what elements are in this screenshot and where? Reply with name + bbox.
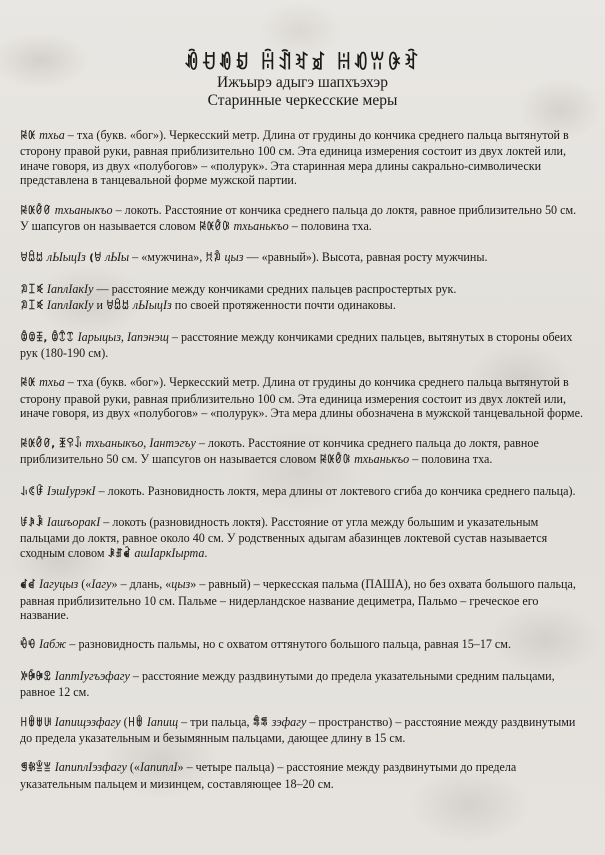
entry-text: – тха (букв. «бог»). Черкесский метр. Длина от грудины до кончика среднего пальца вытянутой в сторону правой руки, равная приблизительно 100 см. Эта единица измерения состоит из двух локтей или, иначе говоря, из двух «полубогов» – «полурук». Эта старинная мера длины сакрально-символически представлена в танцевальной форме мужской партии. — [20, 128, 569, 188]
title-adyghe: Ижъырэ адыгэ шапхъэхэр — [217, 74, 388, 91]
entry-text: – «мужчина», — [129, 250, 206, 265]
term-transliteration: IашъоракI — [46, 514, 101, 529]
entry-text: и — [93, 298, 106, 313]
term-transliteration: Iарыцыз, Iапэнэщ — [77, 329, 169, 344]
adyghe-script-term: ꀿꁀꁁꁂ — [20, 717, 55, 729]
title-adyghe-script: ꀐꀀꀑꀂ ꀌꀉꀔꀃ ꀍꀒꀕꀖꀓ — [184, 52, 421, 74]
entry-text: ( — [120, 714, 128, 729]
term-transliteration: IаплIакIу — [46, 298, 94, 313]
measure-entry — [20, 577, 586, 622]
entry-text: . — [204, 545, 208, 560]
measure-entry — [20, 436, 586, 469]
term-transliteration: зэфагу — [271, 714, 307, 729]
term-transliteration: Iапищ — [146, 714, 179, 729]
adyghe-script-term: ꀙꀚꀛꀝ — [319, 455, 355, 467]
term-transliteration: IэшIурэкI — [46, 483, 96, 498]
measure-entry — [20, 250, 586, 266]
page-header — [0, 52, 605, 110]
adyghe-script-term: ꀴꀵꀶ — [107, 548, 135, 560]
entry-text: – локоть (разновидность локтя). Расстояние от угла между большим и указательным пальцами до локтя, равное около 40 см. У родственных адыгам абазинцев локтевой сустав называется сходным словом — [20, 514, 548, 560]
entry-text: (« — [126, 760, 140, 775]
term-transliteration: лЫыцIз — [46, 250, 86, 265]
entry-text: – тха (букв. «бог»). Черкесский метр. Длина от грудины до кончика среднего пальца вытянутой в сторону правой руки, равная приблизительно 100 см. Эта единица измерения состоит из двух локтей или, иначе говоря, из двух «полубогов» – «полурук». Эта мера длины обозначена в мужской танцевальной форме. — [20, 375, 583, 421]
adyghe-script-term: ꀙꀚꀛꀜ, ꀫꀬꀭ — [20, 438, 86, 450]
adyghe-script-term: ꀿꁀ — [127, 717, 147, 729]
measure-entry — [20, 484, 586, 500]
adyghe-script-term: ꀷꀸ — [20, 580, 40, 592]
term-transliteration: ашIаркIырта — [134, 545, 205, 560]
term-transliteration: IапиплI — [139, 760, 178, 775]
entry-text: » – четыре пальца) – расстояние между раздвинутыми до предела указательным пальцем и мизинцем, составляющее 18–20 см. — [20, 760, 517, 791]
entry-text: » – длань, « — [111, 577, 172, 592]
measure-entry — [20, 298, 586, 314]
adyghe-script-term: ꀞꀟꀠ — [20, 253, 47, 265]
entries-list — [20, 128, 586, 806]
adyghe-script-term: ꀞꀟꀠ — [105, 301, 133, 313]
adyghe-script-term: ꀦꀧꀨ, ꀦꀩꀪ — [20, 332, 78, 344]
entry-text: — расстояние между кончиками средних пальцев распростертых рук. — [93, 281, 457, 296]
term-transliteration: IаптIугъэфагу — [54, 668, 130, 683]
adyghe-script-term: ꀻꀼꀽꀾ — [20, 671, 55, 683]
adyghe-script-term: ꀹꀺ — [20, 640, 40, 652]
adyghe-script-term: (ꀞ — [85, 253, 106, 265]
title-russian: Старинные черкесские меры — [207, 92, 398, 109]
measure-entry — [20, 375, 586, 420]
measure-entry — [20, 203, 586, 236]
entry-text: (« — [78, 577, 92, 592]
adyghe-script-term: ꀙꀚꀛꀝ — [198, 222, 234, 234]
adyghe-script-term: ꀙꀚ — [20, 131, 40, 142]
entry-text: – три пальца, — [178, 714, 253, 729]
entry-text: – локоть. Расстояние от кончика среднего пальца до локтя, равное приблизительно 50 см. У шапсугов он называется словом — [20, 202, 577, 234]
adyghe-script-term: ꁅꁆꁇꁈ — [20, 763, 55, 775]
term-transliteration: тхьа — [39, 375, 65, 390]
term-transliteration: тхьаныкъо — [54, 202, 113, 217]
term-transliteration: IаплIакIу — [46, 281, 94, 296]
term-transliteration: IапиплIэзфагу — [54, 760, 127, 775]
term-transliteration: цыз — [171, 577, 191, 592]
measure-entry — [20, 669, 586, 700]
term-transliteration: Iапищэзфагу — [54, 714, 121, 729]
adyghe-script-term: ꀙꀚ — [20, 378, 40, 390]
adyghe-script-term: ꀱꀲꀳ — [20, 517, 47, 529]
term-transliteration: тхьаныкъо, Iантэгъу — [85, 435, 196, 450]
entry-text: – половина тха. — [288, 219, 372, 234]
term-transliteration: цыз — [224, 250, 244, 265]
term-transliteration: Iабж — [39, 637, 67, 652]
measure-entry — [20, 515, 586, 562]
entry-text: по своей протяженности почти одинаковы. — [171, 298, 396, 313]
term-transliteration: Iагуцыз — [39, 577, 79, 592]
measure-entry — [20, 330, 586, 361]
term-transliteration: тхьанькъо — [233, 219, 289, 234]
entry-text: » – равный) – черкесская пальма (ПАШA), но без охвата большого пальца, равная приблизительно 10 см. Пальме – нидерландское название дециметра, Пальмо – греческое его название. — [20, 577, 576, 622]
measure-entry — [20, 760, 586, 791]
term-transliteration: тхьанькъо — [354, 452, 410, 467]
entry-text: – пространство) – расстояние между раздвинутыми до предела указательным и безымянным пальцами, дающее длину в 15 см. — [20, 714, 576, 745]
entry-text: – разновидность пальмы, но с охватом оттянутого большого пальца, равная 15–17 см. — [66, 637, 511, 652]
entry-text: — «равный»). Высота, равная росту мужчины. — [243, 250, 488, 265]
measure-entry — [20, 128, 586, 188]
entry-text: – локоть. Разновидность локтя, мера длины от локтевого сгиба до кончика среднего пальца). — [95, 483, 576, 498]
term-transliteration: лЫы — [105, 250, 130, 265]
adyghe-script-term: ꀡꀢ — [205, 253, 225, 265]
adyghe-script-term: ꁃꁄ — [252, 717, 272, 729]
entry-text: – локоть. Расстояние от кончика среднего пальца до локтя, равное приблизительно 50 см. У шапсугов он называется словом — [20, 435, 539, 467]
adyghe-script-term: ꀣꀤꀥ — [20, 284, 47, 296]
term-transliteration: Iагу — [91, 577, 112, 592]
entry-text: – расстояние между раздвинутыми до предела указательными средним пальцами, равное 12 см. — [20, 668, 555, 700]
adyghe-script-term: ꀮꀯꀰ — [20, 486, 47, 498]
adyghe-script-term: ꀙꀚꀛꀜ — [20, 205, 55, 217]
measure-entry — [20, 715, 586, 746]
term-transliteration: лЫыцIз — [132, 298, 172, 313]
entry-text: – половина тха. — [409, 452, 493, 467]
adyghe-script-term: ꀣꀤꀥ — [20, 301, 47, 313]
term-transliteration: тхьа — [39, 128, 65, 142]
measure-entry — [20, 637, 586, 653]
measure-entry — [20, 282, 586, 298]
entry-text: – расстояние между кончиками средних пальцев, вытянутых в стороны обеих рук (180-190 см). — [20, 329, 573, 361]
